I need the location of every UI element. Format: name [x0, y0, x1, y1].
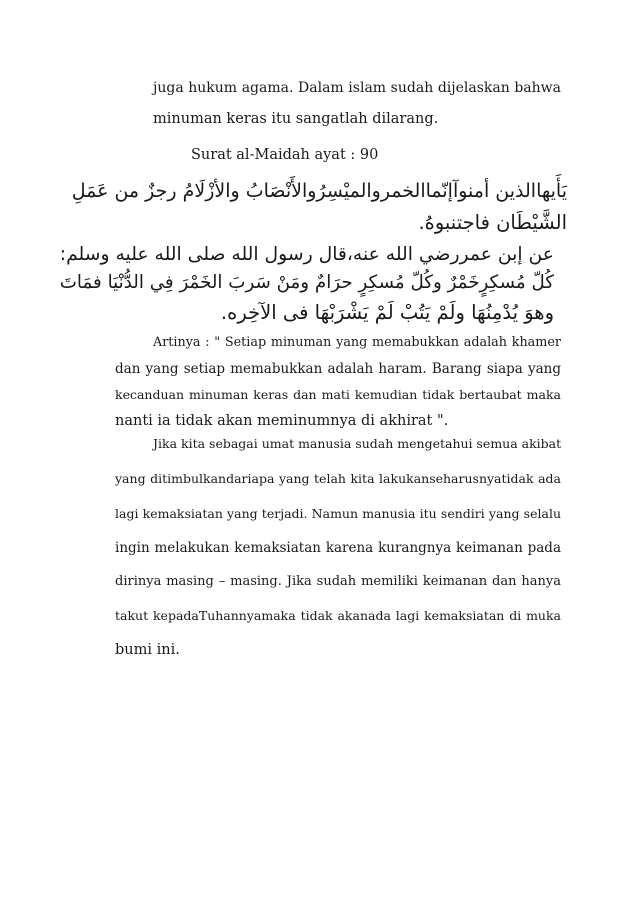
translation-line: kecanduan minuman keras dan mati kemudian tidak bertaubat maka	[115, 387, 561, 402]
paragraph-line: ingin melakukan kemaksiatan karena kurangnya keimanan pada	[115, 540, 561, 556]
arabic-hadith-line: وهوَ يُدْمِنُهَا ولَمْ يَتُبْ لَمْ يَشْرَبْهَا فى الآخِره.	[220, 301, 554, 324]
paragraph-line: minuman keras itu sangatlah dilarang.	[153, 111, 439, 127]
surah-reference: Surat al-Maidah ayat : 90	[191, 147, 379, 163]
arabic-hadith-line: عن إبن عمررضي الله عنه،قال رسول الله صلى الله عليه وسلم:	[59, 244, 554, 265]
paragraph-line: bumi ini.	[115, 642, 180, 658]
paragraph-line: yang ditimbulkandariapa yang telah kita lakukanseharusnyatidak ada	[115, 471, 561, 486]
paragraph-line: takut kepadaTuhannyamaka tidak akanada lagi kemaksiatan di muka	[115, 608, 561, 623]
translation-line: Artinya : " Setiap minuman yang memabukkan adalah khamer	[153, 335, 561, 350]
paragraph-line: Jika kita sebagai umat manusia sudah mengetahui semua akibat	[153, 436, 562, 451]
paragraph-line: dirinya masing – masing. Jika sudah memiliki keimanan dan hanya	[115, 574, 561, 589]
arabic-verse-line: يَأَيهاالذين أمنوآإنّماالخمروالميْسِرُوالأَنْصَابُ والأزْلَامُ رجزٌ من عَمَلِ	[71, 180, 567, 202]
translation-line: nanti ia tidak akan meminumnya di akhirat ".	[115, 413, 449, 429]
arabic-verse-line: الشَّيْطَان فاجتنبوهُ.	[418, 211, 567, 234]
translation-line: dan yang setiap memabukkan adalah haram. Barang siapa yang	[115, 361, 561, 377]
paragraph-line: lagi kemaksiatan yang terjadi. Namun manusia itu sendiri yang selalu	[115, 506, 561, 521]
arabic-hadith-line: كُلّ مُسكِرٍخَمْرٌ وكُلّ مُسكِرٍ حرَامٌ ومَنْ سَربَ الخَمْرَ فِي الدُّنْيَا فمَاتَ	[59, 272, 554, 293]
paragraph-line: juga hukum agama. Dalam islam sudah dijelaskan bahwa	[153, 80, 561, 96]
